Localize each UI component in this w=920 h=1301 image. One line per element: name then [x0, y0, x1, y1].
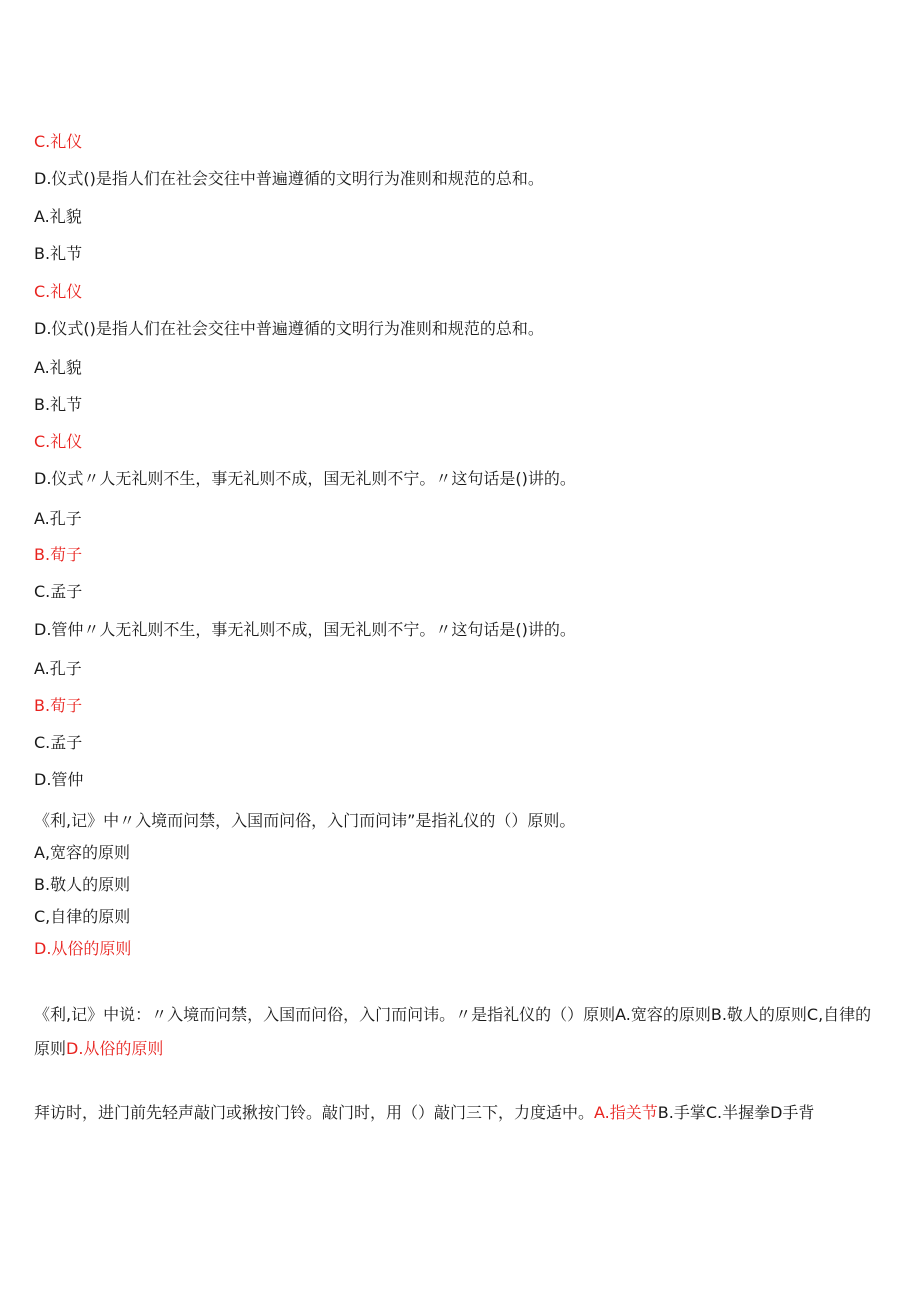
- options-text: B.手掌C.半握拳D手背: [657, 1103, 815, 1122]
- option-a: A.孔子: [34, 659, 82, 678]
- option-a: A.礼貌: [34, 358, 82, 377]
- question-paragraph: [34, 998, 884, 1066]
- option-a: A.礼貌: [34, 207, 82, 226]
- question-paragraph: [34, 1096, 884, 1130]
- option-d: D.管仲: [34, 770, 84, 789]
- option-a: A,宽容的原则: [34, 843, 131, 862]
- answer-text: D.从俗的原则: [66, 1039, 164, 1058]
- option-b: B.礼节: [34, 395, 83, 414]
- answer-text: A.指关节: [594, 1103, 658, 1122]
- option-c: C,自律的原则: [34, 907, 131, 926]
- option-c-liyi: C.礼仪: [34, 282, 83, 301]
- option-d-question: D.仪式()是指人们在社会交往中普遍遵循的文明行为准则和规范的总和。: [34, 169, 544, 188]
- option-b: B.礼节: [34, 244, 83, 263]
- question-text: 拜访时，进门前先轻声敲门或揪按门铃。敲门时，用（）敲门三下，力度适中。: [34, 1103, 595, 1122]
- option-d-answer: D.从俗的原则: [34, 939, 132, 958]
- option-b-xunzi: B.荀子: [34, 696, 83, 715]
- option-d-question: D.管仲〃人无礼则不生，事无礼则不成，国无礼则不宁。〃这句话是()讲的。: [34, 620, 576, 639]
- option-b: B.敬人的原则: [34, 875, 131, 894]
- question-text: 《利,记》中〃入境而问禁，入国而问俗，入门而问讳”是指礼仪的（）原则。: [34, 811, 576, 830]
- option-d-question: D.仪式〃人无礼则不生，事无礼则不成，国无礼则不宁。〃这句话是()讲的。: [34, 469, 576, 488]
- option-a: A.孔子: [34, 509, 82, 528]
- question-text: 《利,记》中说：〃入境而问禁，入国而问俗，入门而问讳。〃是指礼仪的（）原则A.宽容的原则B.敬人的原则C,自律的原则: [34, 1005, 872, 1058]
- option-c: C.孟子: [34, 582, 83, 601]
- option-c-liyi: C.礼仪: [34, 432, 83, 451]
- option-d-question: D.仪式()是指人们在社会交往中普遍遵循的文明行为准则和规范的总和。: [34, 319, 544, 338]
- option-c-liyi: C.礼仪: [34, 132, 83, 151]
- option-c: C.孟子: [34, 733, 83, 752]
- option-b-xunzi: B.荀子: [34, 545, 83, 564]
